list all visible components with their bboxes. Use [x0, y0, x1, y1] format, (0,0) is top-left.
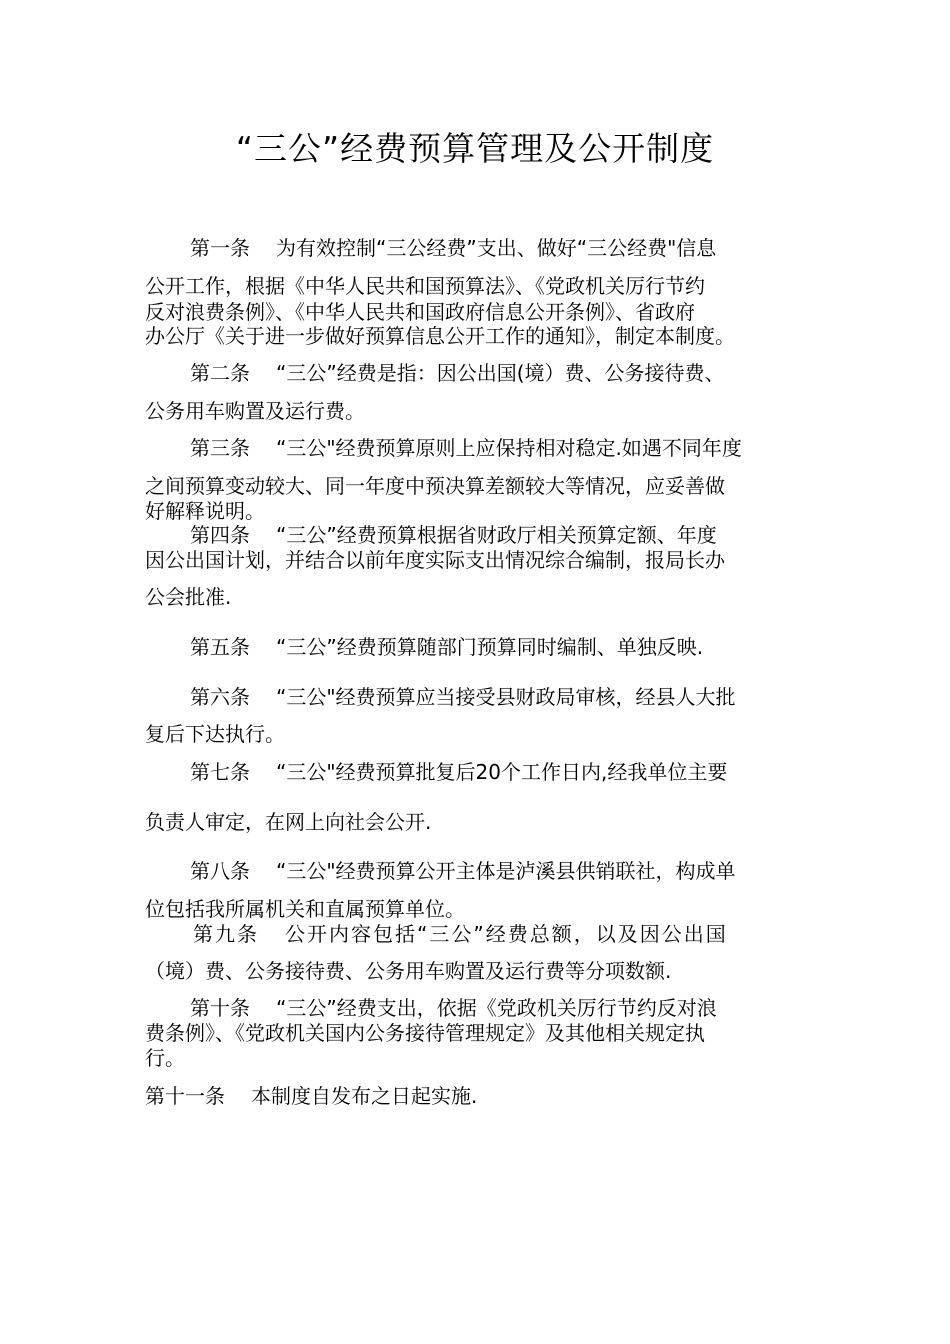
article-label: 第六条 [190, 685, 250, 709]
article-text: “三公"经费预算批复后20个工作日内,经我单位主要 [276, 760, 728, 784]
article-label: 第七条 [190, 760, 250, 784]
article-line: 行。 [145, 1046, 185, 1070]
article-line [190, 996, 717, 1021]
article-text: “三公"经费预算原则上应保持相对稳定.如遇不同年度 [276, 436, 742, 460]
article-line [190, 523, 717, 548]
article-line [190, 859, 736, 884]
article-line: 公务用车购置及运行费。 [145, 399, 365, 423]
article-line: 公会批准. [145, 585, 232, 609]
article-line: 好解释说明。 [145, 499, 265, 523]
article-text: “三公”经费预算随部门预算同时编制、单独反映. [276, 635, 704, 659]
article-line: 反对浪费条例》、《中华人民共和国政府信息公开条例》、省政府 [145, 300, 695, 324]
article-line: 位包括我所属机关和直属预算单位。 [145, 897, 465, 921]
article-line: 负责人审定，在网上向社会公开. [145, 810, 432, 834]
article-text: 为有效控制“三公经费”支出、做好“三公经费"信息 [276, 236, 717, 260]
article-text: “三公"经费预算应当接受县财政局审核，经县人大批 [276, 685, 736, 709]
article-label: 第八条 [190, 859, 250, 883]
article-text: “三公”经费是指：因公出国(境）费、公务接待费、 [276, 361, 725, 385]
article-label: 第十条 [190, 996, 250, 1020]
article-line [145, 1084, 477, 1109]
article-line: 费条例》、《党政机关国内公务接待管理规定》及其他相关规定执 [145, 1021, 705, 1045]
article-line [190, 361, 725, 386]
article-text: “三公”经费预算根据省财政厅相关预算定额、年度 [276, 523, 717, 547]
article-label: 第二条 [190, 361, 250, 385]
article-label: 第三条 [190, 436, 250, 460]
article-label: 第四条 [190, 523, 250, 547]
article-line: 公开工作，根据《中华人民共和国预算法》、《党政机关厉行节约 [145, 274, 705, 298]
article-label: 第五条 [190, 635, 250, 659]
article-label: 第九条 [193, 922, 259, 946]
article-line [190, 760, 727, 785]
article-line: 复后下达执行。 [145, 722, 285, 746]
article-text: “三公”经费支出，依据《党政机关厉行节约反对浪 [276, 996, 717, 1020]
article-line: 之间预算变动较大、同一年度中预决算差额较大等情况，应妥善做 [145, 474, 725, 498]
article-line [190, 236, 716, 261]
article-line: 因公出国计划，并结合以前年度实际支出情况综合编制，报局长办 [145, 548, 725, 572]
article-line [190, 685, 736, 710]
article-line: （境）费、公务接待费、公务用车购置及运行费等分项数额. [145, 959, 672, 983]
article-text: “三公"经费预算公开主体是泸溪县供销联社，构成单 [276, 859, 736, 883]
article-line [190, 635, 703, 660]
article-label: 第十一条 [145, 1084, 225, 1108]
article-text: 公开内容包括“三公”经费总额，以及因公出国 [285, 922, 728, 946]
article-line [193, 922, 728, 947]
article-line [190, 436, 742, 461]
article-label: 第一条 [190, 236, 250, 260]
article-text: 本制度自发布之日起实施. [251, 1084, 478, 1108]
document-title: “三公”经费预算管理及公开制度 [235, 129, 715, 168]
article-line: 办公厅《关于进一步做好预算信息公开工作的通知》，制定本制度。 [145, 324, 735, 348]
